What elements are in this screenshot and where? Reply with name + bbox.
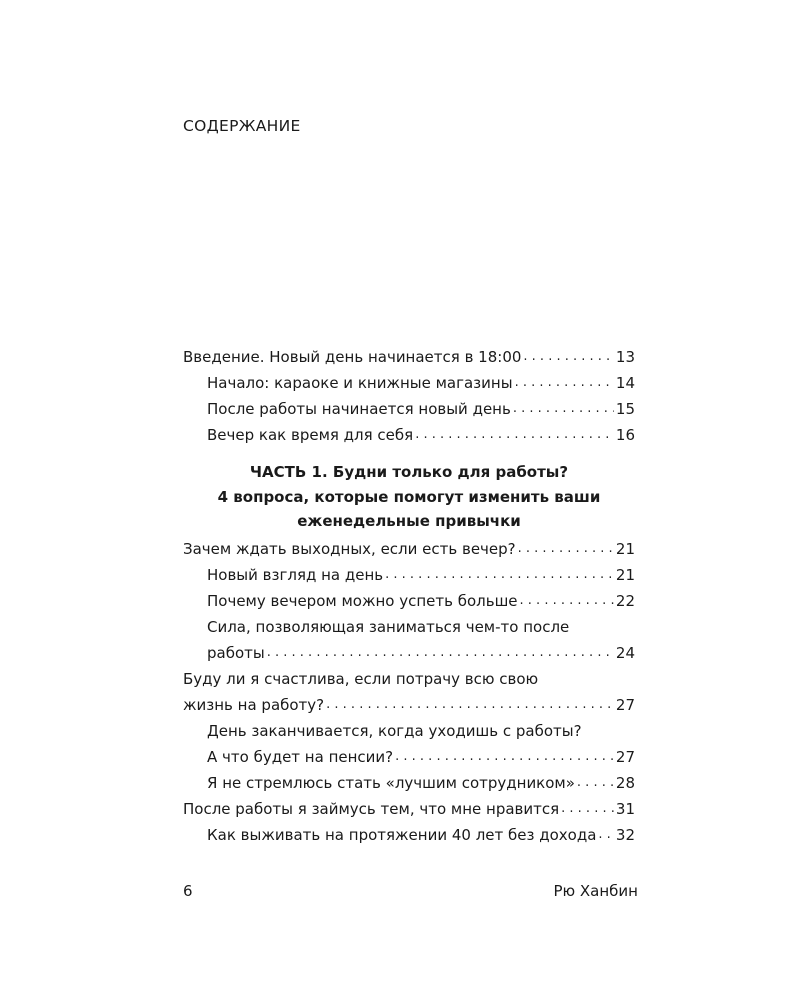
part-heading: [183, 460, 635, 534]
toc-entry-chapter-1-2[interactable]: [183, 588, 635, 614]
toc-entry-page: 16: [615, 426, 635, 444]
toc-entry-intro-2[interactable]: [183, 396, 635, 422]
toc-entry-title: А что будет на пенсии?: [207, 747, 394, 766]
toc-entry-chapter-3-1[interactable]: [183, 822, 635, 848]
part-title-line-2: 4 вопроса, которые помогут изменить ваши: [217, 487, 601, 506]
dot-leader: [577, 770, 614, 796]
toc-entry-intro-3[interactable]: [183, 422, 635, 448]
dot-leader: [561, 796, 614, 822]
toc-entry-page: 22: [615, 591, 635, 610]
toc-entry-page: 24: [615, 643, 635, 662]
dot-leader: [395, 744, 614, 770]
toc-entry-title: Новый взгляд на день: [207, 565, 384, 584]
dot-leader: [518, 536, 614, 562]
toc-entry-page: 21: [615, 565, 635, 584]
toc-entry-title: После работы начинается новый день: [207, 400, 511, 418]
toc-entry-chapter-2-line-1[interactable]: Буду ли я счастлива, если потрачу всю свою: [183, 669, 539, 688]
toc-entry-page: 13: [615, 348, 635, 366]
toc-entry-title: После работы я займусь тем, что мне нравится: [183, 799, 560, 818]
toc-entry-page: 21: [615, 539, 635, 558]
dot-leader: [267, 640, 614, 666]
toc-entry-title: Как выживать на протяжении 40 лет без дохода: [207, 825, 597, 844]
toc-entry-page: 27: [615, 695, 635, 714]
toc-entry-title: Зачем ждать выходных, если есть вечер?: [183, 539, 516, 558]
table-of-contents: [183, 344, 635, 848]
dot-leader: [515, 370, 614, 396]
toc-entry-title: Начало: караоке и книжные магазины: [207, 374, 513, 392]
toc-entry-page: 14: [615, 374, 635, 392]
toc-entry-title: Я не стремлюсь стать «лучшим сотрудником»: [207, 773, 575, 792]
toc-entry-chapter-1-3-line-1[interactable]: Сила, позволяющая заниматься чем-то после: [207, 617, 570, 636]
toc-entry-page: 15: [615, 400, 635, 418]
dot-leader: [385, 562, 614, 588]
toc-entry-title: Почему вечером можно успеть больше: [207, 591, 518, 610]
toc-entry-page: 32: [615, 825, 635, 844]
toc-entry-intro-1[interactable]: [183, 370, 635, 396]
toc-entry-chapter-3[interactable]: [183, 796, 635, 822]
toc-entry-title: Вечер как время для себя: [207, 426, 414, 444]
toc-entry-title: работы: [207, 643, 265, 662]
dot-leader: [598, 822, 613, 848]
toc-entry-chapter-1[interactable]: [183, 536, 635, 562]
toc-entry-chapter-2-1[interactable]: [183, 744, 635, 770]
toc-entry-page: 28: [615, 773, 635, 792]
dot-leader: [415, 422, 614, 448]
part-title-line-3: еженедельные привычки: [297, 512, 521, 530]
dot-leader: [520, 588, 614, 614]
toc-entry-intro[interactable]: [183, 344, 635, 370]
footer-page-number: 6: [183, 882, 193, 900]
dot-leader: [523, 344, 614, 370]
page-title: СОДЕРЖАНИЕ: [183, 117, 301, 135]
toc-entry-chapter-1-3[interactable]: [183, 640, 635, 666]
toc-entry-page: 27: [615, 747, 635, 766]
toc-entry-chapter-2[interactable]: [183, 692, 635, 718]
footer-author: Рю Ханбин: [553, 882, 638, 900]
toc-entry-chapter-2-1-line-1[interactable]: День заканчивается, когда уходишь с работы?: [207, 721, 582, 740]
part-title-line-1: ЧАСТЬ 1. Будни только для работы?: [249, 463, 569, 481]
toc-entry-chapter-1-1[interactable]: [183, 562, 635, 588]
dot-leader: [326, 692, 614, 718]
toc-entry-title: жизнь на работу?: [183, 695, 325, 714]
dot-leader: [513, 396, 614, 422]
toc-entry-chapter-2-2[interactable]: [183, 770, 635, 796]
toc-entry-page: 31: [615, 799, 635, 818]
toc-entry-title: Введение. Новый день начинается в 18:00: [183, 348, 522, 366]
